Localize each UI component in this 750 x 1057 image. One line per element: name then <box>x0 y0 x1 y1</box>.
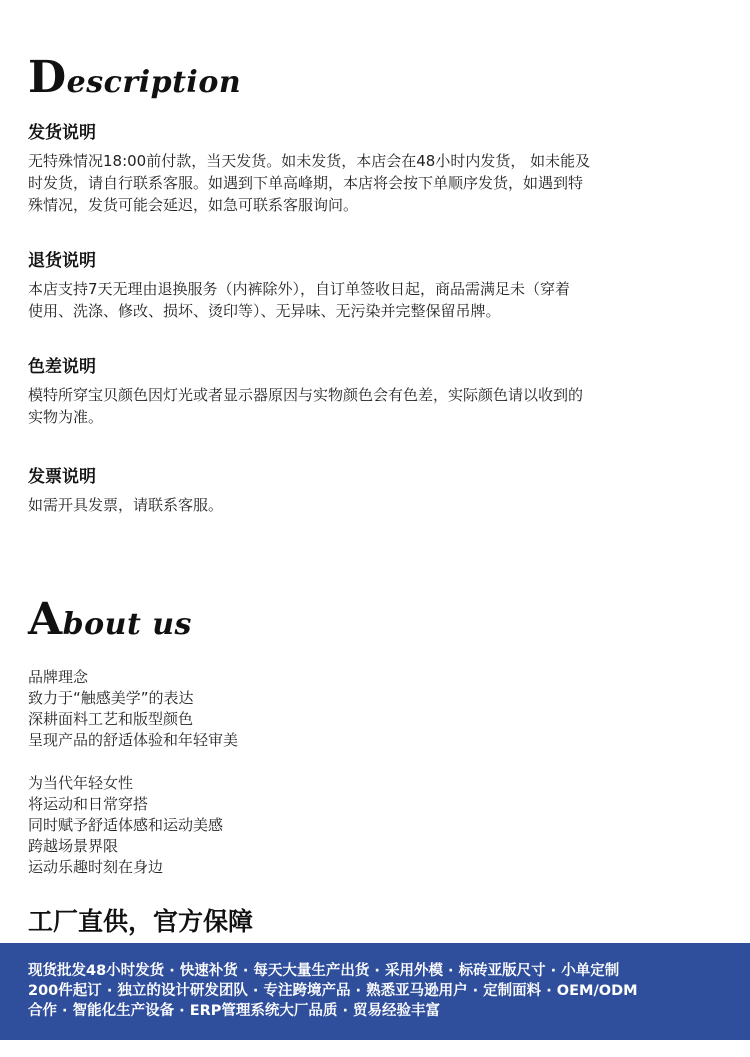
target-line: 跨越场景界限 <box>28 837 119 855</box>
target-line: 同时赋予舒适体感和运动美感 <box>28 816 224 834</box>
shipping-line: 无特殊情况18:00前付款，当天发货。如未发货，本店会在48小时内发货， 如未能及 <box>28 152 591 170</box>
banner-line: 200件起订 · 独立的设计研发团队 · 专注跨境产品 · 熟悉亚马逊用户 · 定制面料 · OEM/ODM <box>28 983 638 999</box>
target-line: 将运动和日常穿搭 <box>28 795 149 813</box>
color-diff-line: 实物为准。 <box>28 408 104 426</box>
factory-banner <box>0 943 750 1040</box>
return-body <box>28 278 728 322</box>
about-heading-cap: A <box>28 594 63 645</box>
invoice-body <box>28 494 728 516</box>
shipping-line: 时发货，请自行联系客服。如遇到下单高峰期，本店将会按下单顺序发货，如遇到特 <box>28 174 584 192</box>
factory-title: 工厂直供，官方保障 <box>28 907 254 936</box>
brand-line: 呈现产品的舒适体验和年轻审美 <box>28 731 239 749</box>
description-heading <box>28 52 242 103</box>
about-heading-rest: bout us <box>62 607 192 642</box>
brand-line: 品牌理念 <box>28 668 89 686</box>
brand-line: 致力于“触感美学”的表达 <box>28 689 194 707</box>
color-diff-title: 色差说明 <box>28 357 96 377</box>
return-section <box>28 250 728 322</box>
invoice-line: 如需开具发票，请联系客服。 <box>28 496 224 514</box>
return-title: 退货说明 <box>28 251 96 271</box>
return-line: 使用、洗涤、修改、损坏、烫印等）、无异味、无污染并完整保留吊牌。 <box>28 302 501 320</box>
banner-line: 合作 · 智能化生产设备 · ERP管理系统大厂品质 · 贸易经验丰富 <box>28 1003 441 1019</box>
invoice-section <box>28 466 728 516</box>
brand-line: 深耕面料工艺和版型颜色 <box>28 710 194 728</box>
invoice-title: 发票说明 <box>28 467 96 487</box>
shipping-line: 殊情况，发货可能会延迟，如急可联系客服询问。 <box>28 196 359 214</box>
color-diff-section <box>28 356 728 428</box>
target-line: 运动乐趣时刻在身边 <box>28 858 164 876</box>
color-diff-body <box>28 384 728 428</box>
shipping-title: 发货说明 <box>28 123 96 143</box>
brand-target <box>28 773 728 878</box>
color-diff-line: 模特所穿宝贝颜色因灯光或者显示器原因与实物颜色会有色差，实际颜色请以收到的 <box>28 386 584 404</box>
shipping-body <box>28 150 728 216</box>
return-line: 本店支持7天无理由退换服务（内裤除外），自订单签收日起，商品需满足未（穿着 <box>28 280 571 298</box>
brand-philosophy <box>28 667 728 751</box>
shipping-section <box>28 122 728 216</box>
banner-line: 现货批发48小时发货 · 快速补货 · 每天大量生产出货 · 采用外模 · 标砖亚版尺寸 · 小单定制 <box>28 963 620 979</box>
description-heading-rest: escription <box>66 65 242 100</box>
about-heading <box>28 594 192 645</box>
description-heading-cap: D <box>28 52 67 103</box>
target-line: 为当代年轻女性 <box>28 774 134 792</box>
